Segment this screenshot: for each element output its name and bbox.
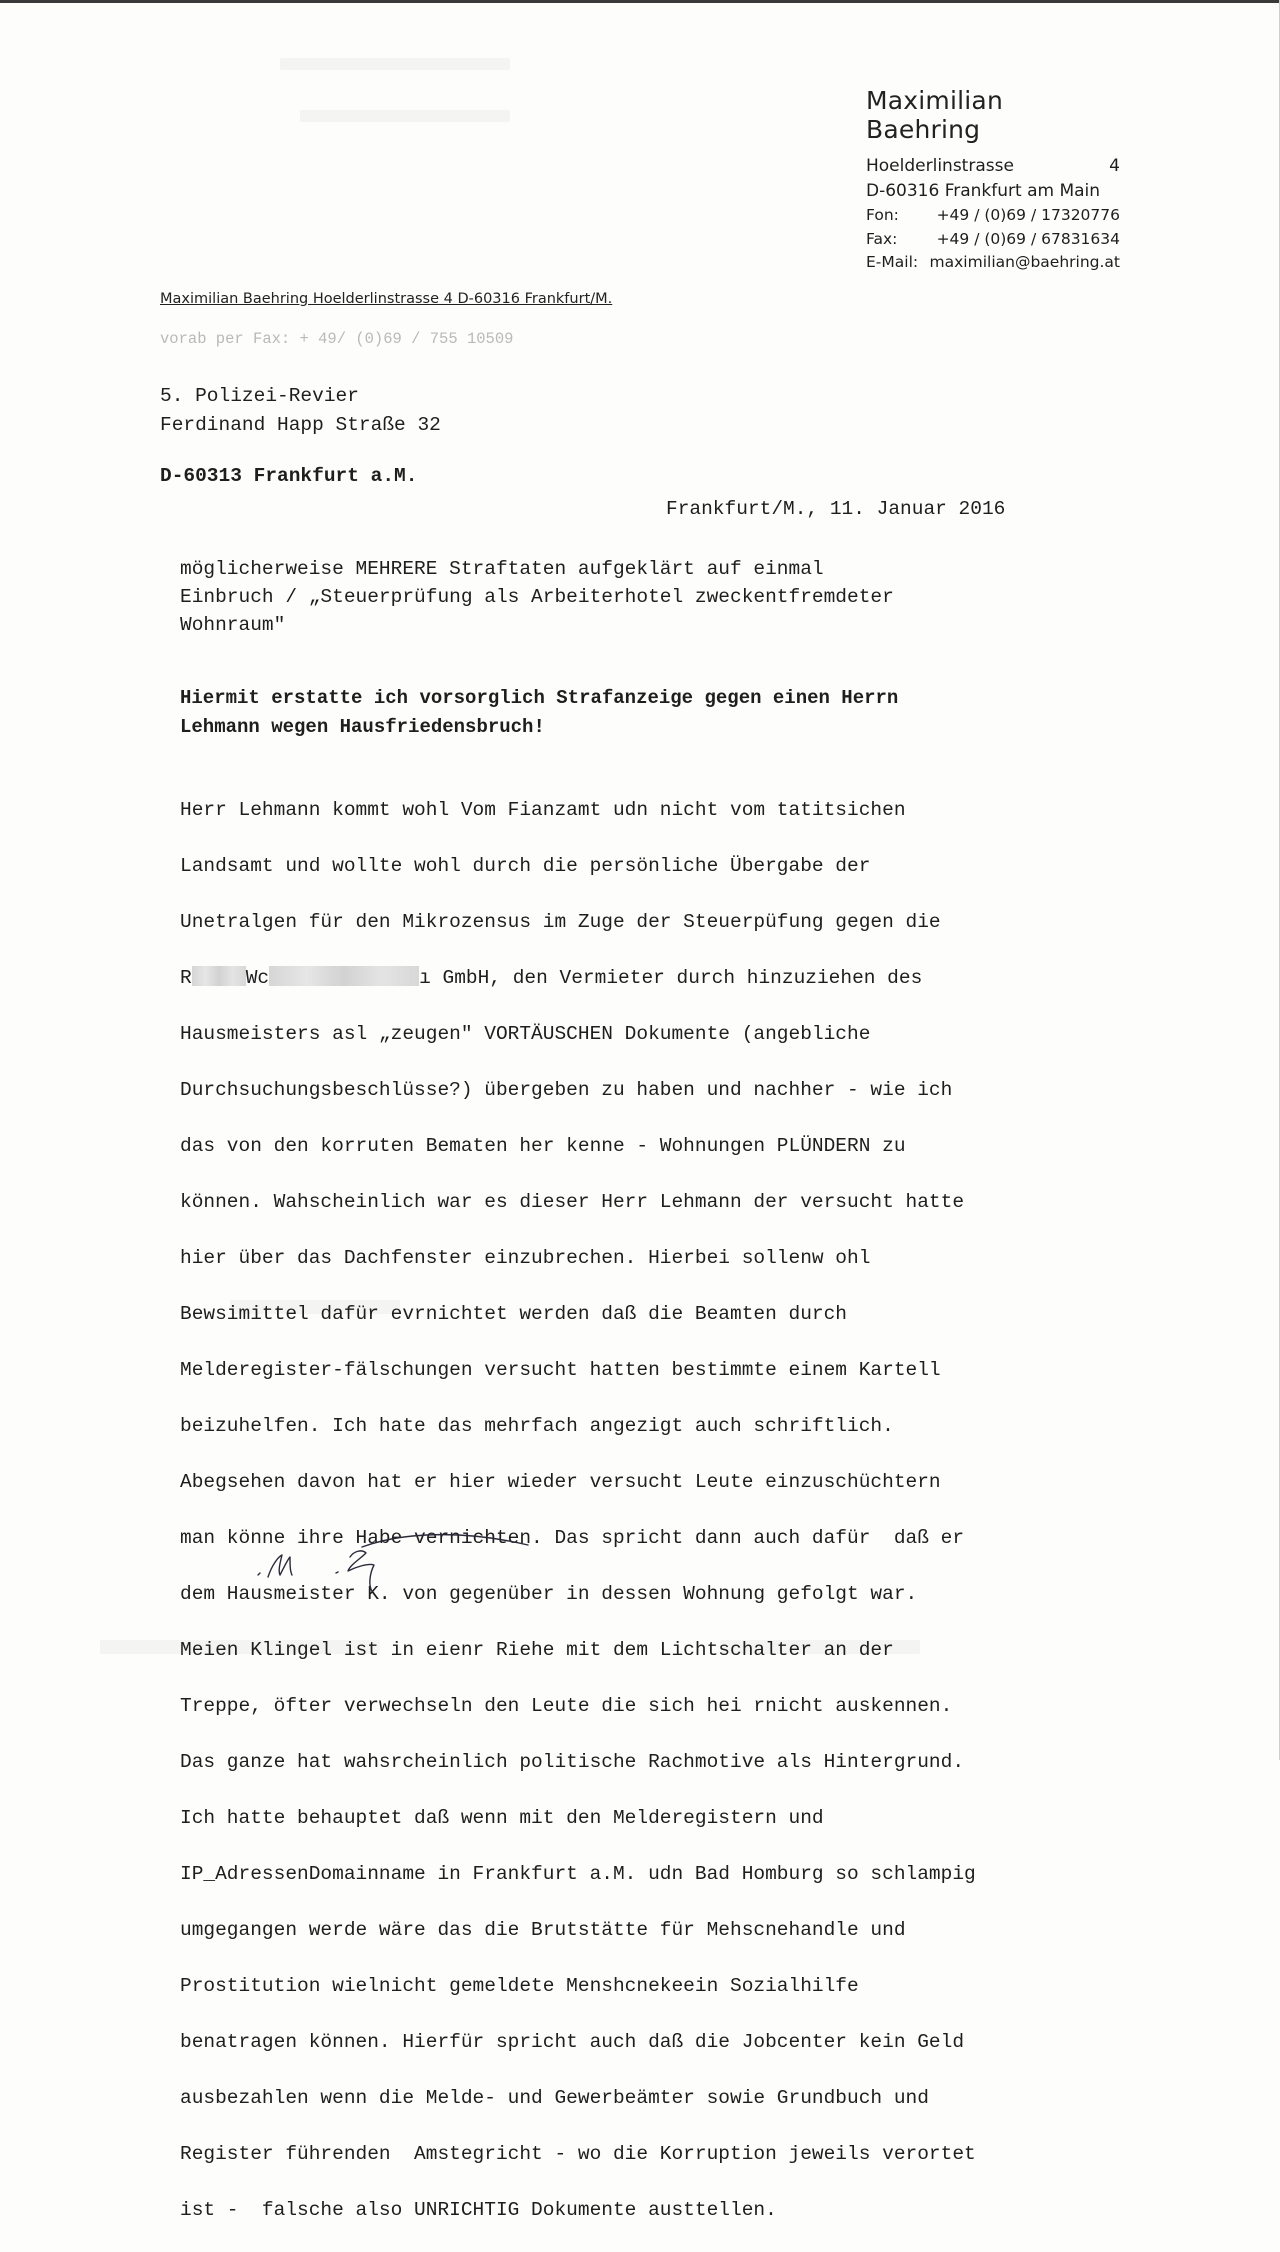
bleed-through-mark (280, 58, 510, 70)
subject-line-3: Wohnraum" (180, 614, 286, 636)
subject-line-1: möglicherweise MEHRERE Straftaten aufgeklärt auf einmal (180, 558, 824, 580)
body-line: Durchsuchungsbeschlüsse?) übergeben zu haben und nachher - wie ich (180, 1079, 953, 1101)
redaction-bar (269, 966, 419, 986)
body-line: ausbezahlen wenn die Melde- und Gewerbeämter sowie Grundbuch und (180, 2087, 929, 2109)
body-line: Register führenden Amstegricht - wo die Korruption jeweils verortet (180, 2143, 976, 2165)
sender-phone (866, 204, 1120, 228)
email-value: maximilian@baehring.at (929, 253, 1120, 271)
body-line: Unetralgen für den Mikrozensus im Zuge der Steuerpüfung gegen die (180, 911, 941, 933)
body-line: benatragen können. Hierfür spricht auch daß die Jobcenter kein Geld (180, 2031, 965, 2053)
phone-label: Fon: (866, 206, 899, 224)
body-line: ist - falsche also UNRICHTIG Dokumente austtellen. (180, 2199, 777, 2221)
body-line-redacted (180, 964, 976, 992)
recipient-address (160, 382, 441, 440)
body-line: dem Hausmeister K. von gegenüber in dessen Wohnung gefolgt war. (180, 1583, 918, 1605)
body-line: Das ganze hat wahsrcheinlich politische Rachmotive als Hintergrund. (180, 1751, 965, 1773)
body-line: beizuhelfen. Ich hate das mehrfach angezigt auch schriftlich. (180, 1415, 894, 1437)
fax-value: +49 / (0)69 / 67831634 (936, 229, 1120, 248)
email-label: E-Mail: (866, 253, 919, 271)
body-line: Bewsimittel dafür evrnichtet werden daß die Beamten durch (180, 1303, 848, 1325)
recipient-city: D-60313 Frankfurt a.M. (160, 465, 418, 487)
sender-street-name: Hoelderlinstrasse (866, 156, 1014, 176)
body-line: man könne ihre Habe vernichten. Das spricht dann auch dafür daß er (180, 1527, 965, 1549)
body-line: IP_AdressenDomainname in Frankfurt a.M. udn Bad Homburg so schlampig (180, 1863, 976, 1885)
subject-line-2: Einbruch / „Steuerprüfung als Arbeiterhotel zweckentfremdeter (180, 586, 894, 608)
body-line: Ich hatte behauptet daß wenn mit den Melderegistern und (180, 1807, 824, 1829)
body-line: umgegangen werde wäre das die Brutstätte für Mehscnehandle und (180, 1919, 906, 1941)
fax-label: Fax: (866, 229, 898, 248)
body-line: Hausmeisters asl „zeugen" VORTÄUSCHEN Dokumente (angebliche (180, 1023, 871, 1045)
sender-city: D-60316 Frankfurt am Main (866, 181, 1101, 201)
sender-house-number: 4 (1109, 156, 1120, 176)
body-line: Melderegister-fälschungen versucht hatten bestimmte einem Kartell (180, 1359, 941, 1381)
sender-email (866, 251, 1120, 275)
body-fragment: Wc (245, 967, 270, 989)
body-line: können. Wahscheinlich war es dieser Herr Lehmann der versucht hatte (180, 1191, 965, 1213)
page-edge-top (0, 0, 1280, 3)
body-line: Herr Lehmann kommt wohl Vom Fianzamt udn nicht vom tatitsichen (180, 799, 906, 821)
subject (180, 555, 894, 639)
body-line: das von den korruten Bematen her kenne - Wohnungen PLÜNDERN zu (180, 1135, 906, 1157)
sender-street (866, 154, 1120, 179)
bleed-through-mark (300, 110, 510, 122)
body-line: Prostitution wielnicht gemeldete Menshcnekeein Sozialhilfe (180, 1975, 859, 1997)
handwritten-signature-icon (250, 1515, 550, 1595)
intro-line-2: Lehmann wegen Hausfriedensbruch! (180, 715, 545, 738)
body-fragment: R (180, 967, 192, 989)
sender-fax (866, 228, 1120, 252)
phone-value: +49 / (0)69 / 17320776 (936, 206, 1120, 224)
body-line: Landsamt und wollte wohl durch die persönliche Übergabe der (180, 855, 871, 877)
letter-date: Frankfurt/M., 11. Januar 2016 (666, 498, 1006, 520)
recipient-line-1: 5. Polizei-Revier (160, 385, 359, 407)
sender-name: Maximilian Baehring (866, 86, 1003, 144)
body-line: Treppe, öfter verwechseln den Leute die sich hei rnicht auskennen. (180, 1695, 953, 1717)
body-line: hier über das Dachfenster einzubrechen. Hierbei sollenw ohl (180, 1247, 871, 1269)
body-fragment: ı GmbH, den Vermieter durch hinzuziehen des (419, 967, 923, 989)
fax-note: vorab per Fax: + 49/ (0)69 / 755 10509 (160, 330, 514, 348)
letterhead (866, 86, 1120, 275)
return-address: Maximilian Baehring Hoelderlinstrasse 4 D-60316 Frankfurt/M. (160, 291, 613, 307)
recipient-line-2: Ferdinand Happ Straße 32 (160, 414, 441, 436)
letter-body (180, 768, 976, 2252)
redaction-bar (192, 966, 246, 986)
complaint-intro (180, 684, 898, 741)
body-line: Abegsehen davon hat er hier wieder versucht Leute einzuschüchtern (180, 1471, 941, 1493)
body-line: Meien Klingel ist in eienr Riehe mit dem Lichtschalter an der (180, 1639, 894, 1661)
intro-line-1: Hiermit erstatte ich vorsorglich Strafanzeige gegen einen Herrn (180, 687, 899, 709)
